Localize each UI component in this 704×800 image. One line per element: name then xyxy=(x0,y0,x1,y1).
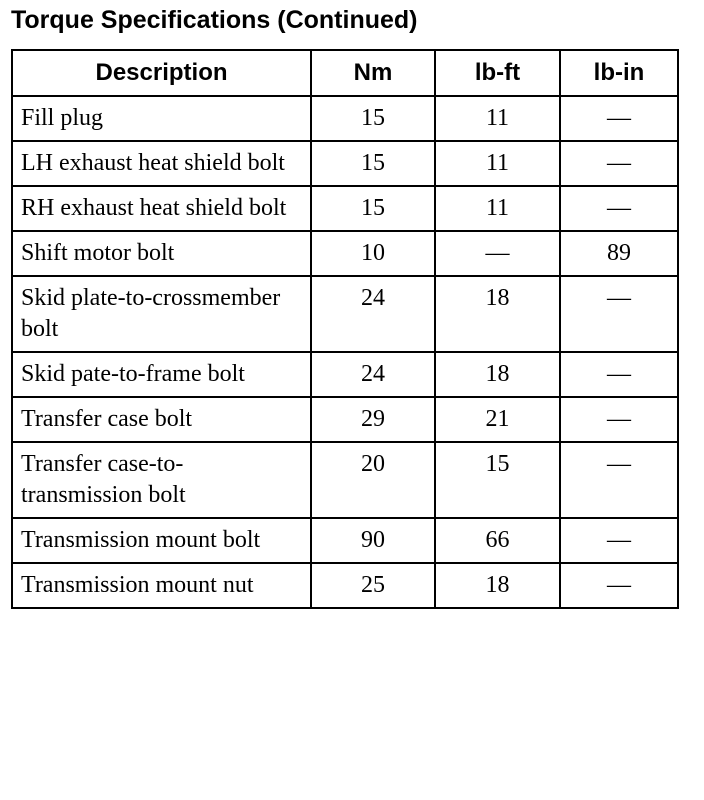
cell-lb-in: — xyxy=(560,518,678,563)
cell-lb-ft: 21 xyxy=(435,397,560,442)
cell-lb-in: — xyxy=(560,276,678,352)
cell-nm: 24 xyxy=(311,276,435,352)
cell-lb-in: 89 xyxy=(560,231,678,276)
header-nm: Nm xyxy=(311,50,435,96)
table-row xyxy=(12,231,678,276)
cell-description: Transmission mount nut xyxy=(12,563,311,608)
table-row xyxy=(12,352,678,397)
table-row xyxy=(12,186,678,231)
cell-lb-ft: 15 xyxy=(435,442,560,518)
header-description: Description xyxy=(12,50,311,96)
cell-lb-in: — xyxy=(560,141,678,186)
table-row xyxy=(12,141,678,186)
cell-lb-ft: 18 xyxy=(435,276,560,352)
table-row xyxy=(12,397,678,442)
torque-spec-table xyxy=(11,49,679,609)
cell-nm: 90 xyxy=(311,518,435,563)
cell-lb-ft: 66 xyxy=(435,518,560,563)
cell-lb-ft: 18 xyxy=(435,352,560,397)
cell-lb-ft: 11 xyxy=(435,96,560,141)
cell-nm: 15 xyxy=(311,186,435,231)
table-row xyxy=(12,96,678,141)
cell-nm: 10 xyxy=(311,231,435,276)
cell-lb-ft: 18 xyxy=(435,563,560,608)
cell-lb-in: — xyxy=(560,186,678,231)
cell-lb-in: — xyxy=(560,563,678,608)
cell-lb-ft: 11 xyxy=(435,186,560,231)
cell-description: Transfer case-to-transmission bolt xyxy=(12,442,311,518)
cell-lb-in: — xyxy=(560,397,678,442)
cell-lb-in: — xyxy=(560,96,678,141)
cell-nm: 15 xyxy=(311,141,435,186)
cell-lb-ft: 11 xyxy=(435,141,560,186)
cell-lb-in: — xyxy=(560,352,678,397)
header-lb-ft: lb-ft xyxy=(435,50,560,96)
cell-description: RH exhaust heat shield bolt xyxy=(12,186,311,231)
page-title: Torque Specifications (Continued) xyxy=(11,6,418,34)
table-row xyxy=(12,563,678,608)
cell-nm: 24 xyxy=(311,352,435,397)
cell-lb-in: — xyxy=(560,442,678,518)
cell-nm: 20 xyxy=(311,442,435,518)
cell-description: Skid plate-to-crossmember bolt xyxy=(12,276,311,352)
table-row xyxy=(12,518,678,563)
cell-nm: 29 xyxy=(311,397,435,442)
cell-description: Skid pate-to-frame bolt xyxy=(12,352,311,397)
cell-description: Transmission mount bolt xyxy=(12,518,311,563)
cell-description: Shift motor bolt xyxy=(12,231,311,276)
header-lb-in: lb-in xyxy=(560,50,678,96)
cell-description: LH exhaust heat shield bolt xyxy=(12,141,311,186)
cell-description: Fill plug xyxy=(12,96,311,141)
cell-nm: 25 xyxy=(311,563,435,608)
cell-lb-ft: — xyxy=(435,231,560,276)
cell-nm: 15 xyxy=(311,96,435,141)
cell-description: Transfer case bolt xyxy=(12,397,311,442)
table-row xyxy=(12,442,678,518)
table-header-row xyxy=(12,50,678,96)
table-row xyxy=(12,276,678,352)
